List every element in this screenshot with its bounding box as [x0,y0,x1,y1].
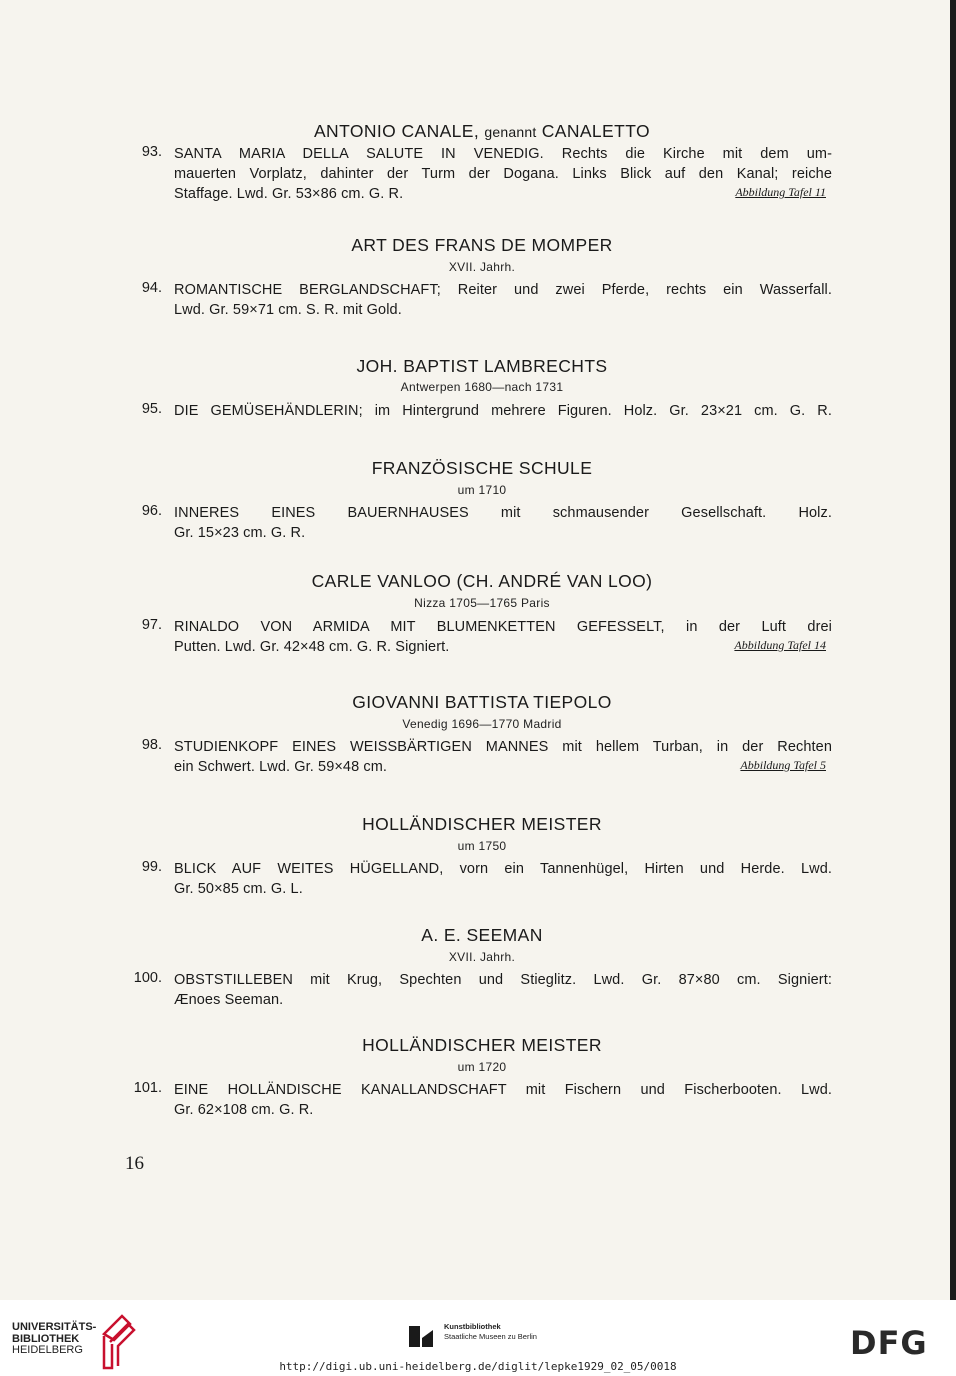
entry-text-line: Gr. 15×23 cm. G. R. [174,525,306,541]
entry-number: 96. [141,503,162,519]
artist-name: ANTONIO CANALE, [313,121,480,141]
artist-heading: A. E. SEEMAN [421,925,543,945]
artist-heading: FRANZÖSISCHE SCHULE [371,458,593,478]
entry-text-line: RINALDO VON ARMIDA MIT BLUMENKETTEN GEFESSELT, in der Luft drei [174,619,832,635]
entry-text-line: Lwd. Gr. 59×71 cm. S. R. mit Gold. [174,302,402,318]
footer-bar [0,1300,956,1376]
entry-number: 93. [141,144,162,160]
artist-heading: ART DES FRANS DE MOMPER [351,235,613,255]
artist-dates: um 1750 [457,839,507,853]
entry-text-line: INNERES EINES BAUERNHAUSES mit schmausender Gesellschaft. Holz. [174,505,832,521]
kunstbibliothek-logo-text [444,1322,537,1342]
ub-logo-line1: UNIVERSITÄTS- [12,1321,97,1333]
entry-text-line: Gr. 50×85 cm. G. L. [174,881,303,897]
artist-dates: XVII. Jahrh. [448,260,516,274]
entry-number: 101. [133,1080,162,1096]
permalink-url[interactable]: http://digi.ub.uni-heidelberg.de/diglit/lepke1929_02_05/0018 [279,1360,677,1373]
artist-dates: XVII. Jahrh. [448,950,516,964]
entry-text-line: ein Schwert. Lwd. Gr. 59×48 cm. [174,759,388,775]
entry-number: 94. [141,280,162,296]
kb-line2: Staatliche Museen zu Berlin [444,1332,537,1341]
entry-text-line: BLICK AUF WEITES HÜGELLAND, vorn ein Tannenhügel, Hirten und Herde. Lwd. [174,861,832,877]
plate-reference: Abbildung Tafel 14 [734,638,826,652]
entry-text-line: EINE HOLLÄNDISCHE KANALLANDSCHAFT mit Fischern und Fischerbooten. Lwd. [174,1082,832,1098]
ub-logo-line3: HEIDELBERG [12,1344,83,1356]
entry-text-line: Putten. Lwd. Gr. 42×48 cm. G. R. Signiert. [174,639,450,655]
artist-heading: CARLE VANLOO (CH. ANDRÉ VAN LOO) [311,571,653,591]
ub-heidelberg-logo-text [12,1322,96,1357]
entry-text-line: Staffage. Lwd. Gr. 53×86 cm. G. R. [174,186,404,202]
page-edge [950,0,956,1300]
entry-number: 98. [141,737,162,753]
page-number: 16 [125,1153,144,1174]
entry-number: 100. [133,970,162,986]
artist-name-qualifier: genannt [484,124,537,140]
plate-reference: Abbildung Tafel 11 [735,185,826,199]
artist-name-tail: CANALETTO [541,121,651,141]
entry-number: 95. [141,401,162,417]
entry-number: 99. [141,859,162,875]
artist-dates: Antwerpen 1680—nach 1731 [400,380,564,394]
entry-text-line: mauerten Vorplatz, dahinter der Turm der Dogana. Links Blick auf den Kanal; reiche [174,166,832,182]
kunstbibliothek-logo-icon [406,1320,436,1350]
dfg-logo: DFG [850,1324,928,1362]
entry-text-line: Ænoes Seeman. [174,992,284,1008]
artist-heading: HOLLÄNDISCHER MEISTER [362,814,602,834]
entry-text-line: OBSTSTILLEBEN mit Krug, Spechten und Stieglitz. Lwd. Gr. 87×80 cm. Signiert: [174,972,832,988]
artist-dates: um 1720 [457,1060,507,1074]
artist-heading: JOH. BAPTIST LAMBRECHTS [356,356,608,376]
entry-text-line: Gr. 62×108 cm. G. R. [174,1102,314,1118]
ub-logo-line2: BIBLIOTHEK [12,1332,80,1345]
artist-heading: HOLLÄNDISCHER MEISTER [362,1035,602,1055]
entry-number: 97. [141,617,162,633]
artist-heading-canaletto [0,121,956,142]
entry-text-line: DIE GEMÜSEHÄNDLERIN; im Hintergrund mehrere Figuren. Holz. Gr. 23×21 cm. G. R. [174,403,832,419]
artist-dates: Nizza 1705—1765 Paris [414,596,550,610]
kb-line1: Kunstbibliothek [444,1322,501,1331]
plate-reference: Abbildung Tafel 5 [740,758,826,772]
artist-dates: um 1710 [457,483,507,497]
entry-text-line: ROMANTISCHE BERGLANDSCHAFT; Reiter und zwei Pferde, rechts ein Wasserfall. [174,282,832,298]
entry-text-line: STUDIENKOPF EINES WEISSBÄRTIGEN MANNES mit hellem Turban, in der Rechten [174,739,832,755]
artist-dates: Venedig 1696—1770 Madrid [402,717,562,731]
entry-text-line: SANTA MARIA DELLA SALUTE IN VENEDIG. Rechts die Kirche mit dem um- [174,146,832,162]
artist-heading: GIOVANNI BATTISTA TIEPOLO [352,692,612,712]
